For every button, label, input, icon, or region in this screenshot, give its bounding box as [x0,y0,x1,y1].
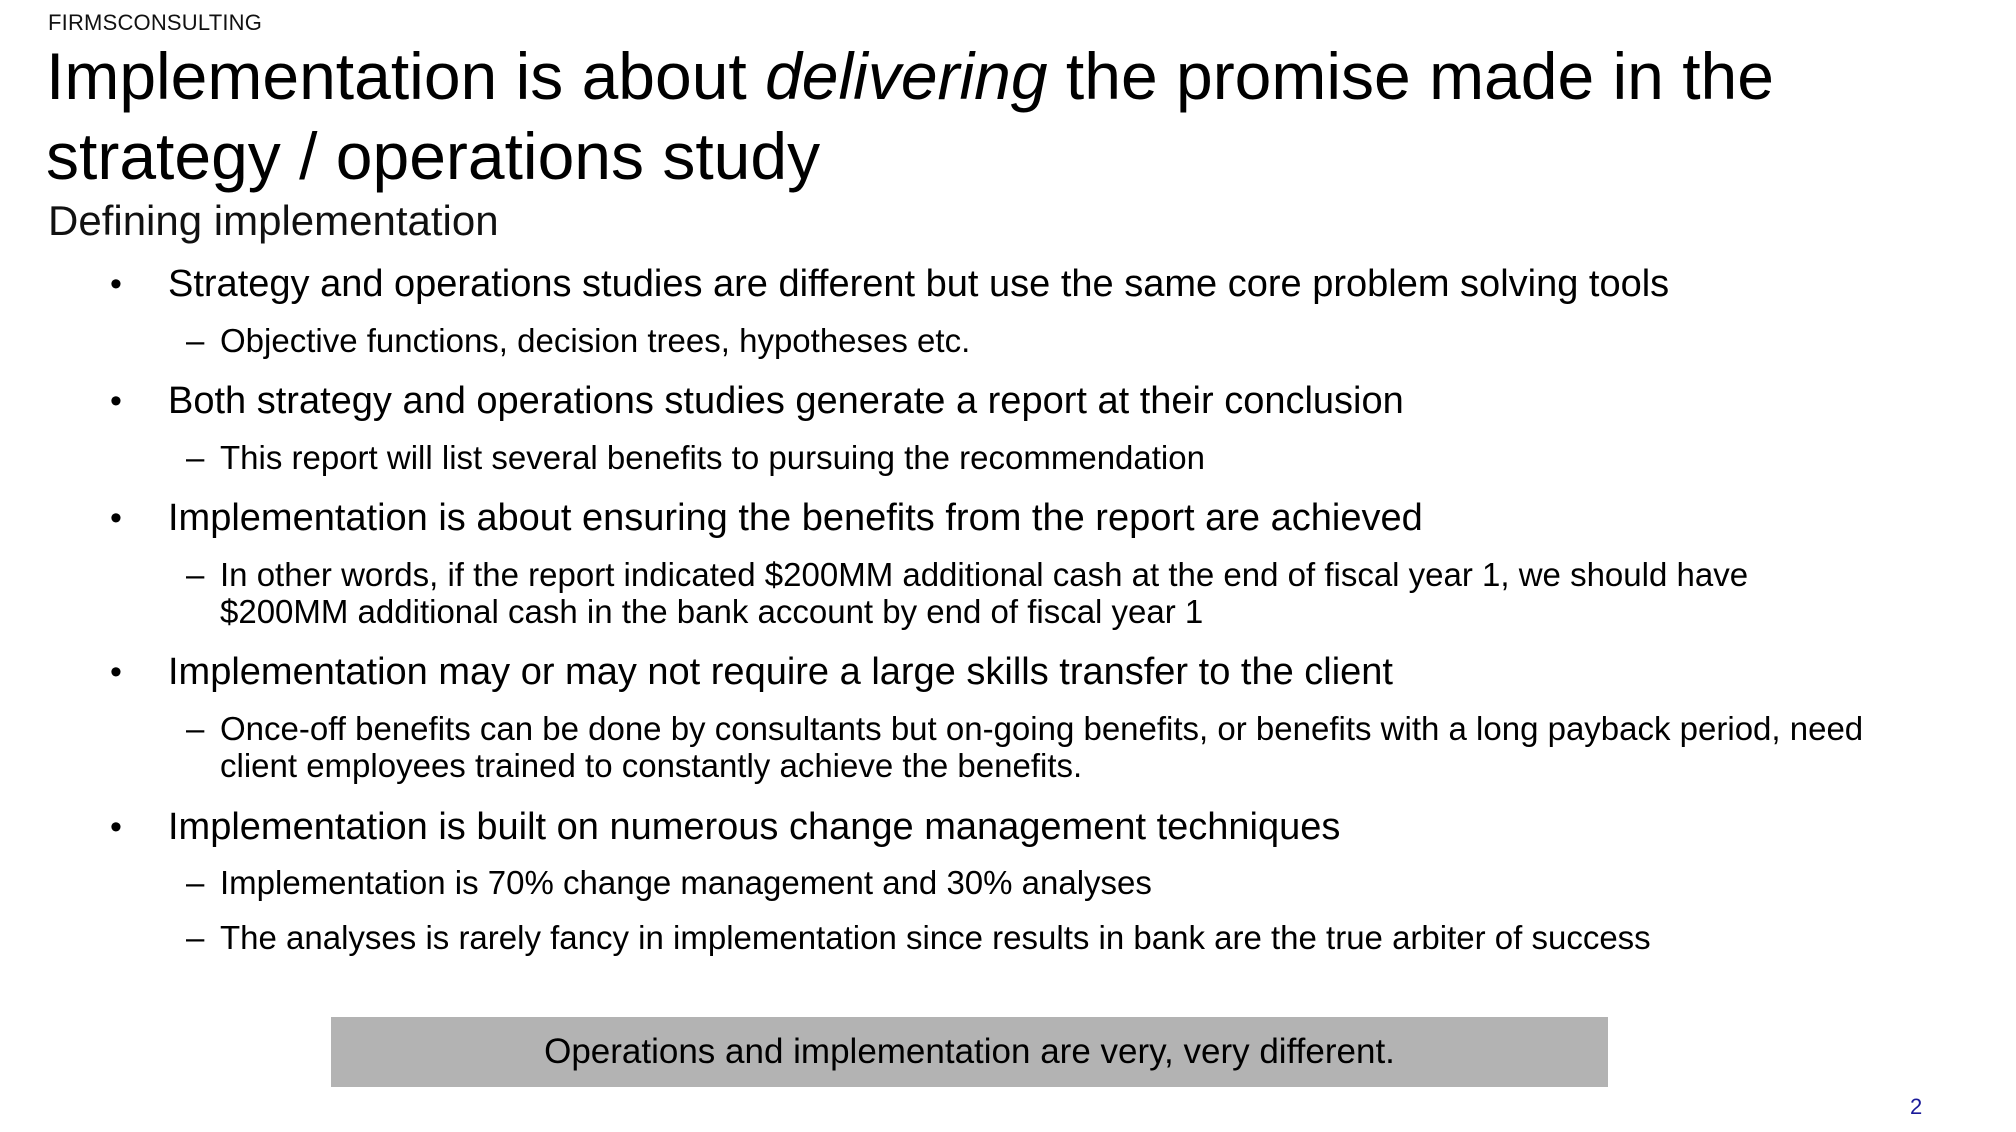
sub-bullet-text: In other words, if the report indicated $200MM additional cash at the end of fiscal year 1, we should have $200MM additional cash in the bank account by end of fiscal year 1 [220,556,1749,630]
page-number: 2 [1910,1094,1923,1119]
title-emphasis: delivering [765,39,1048,113]
bullet-text: Both strategy and operations studies generate a report at their conclusion [168,380,1404,422]
sub-bullet-text: The analyses is rarely fancy in implementation since results in bank are the true arbiter of success [220,919,1651,956]
title-part-1: Implementation is about [46,39,766,113]
callout-box [331,1017,1608,1087]
dash-icon: – [186,710,205,747]
sub-bullet-text: Once-off benefits can be done by consultants but on-going benefits, or benefits with a long payback period, need client employees trained to constantly achieve the benefits. [220,710,1864,784]
dash-icon: – [186,919,205,956]
bullet-text: Implementation is about ensuring the benefits from the report are achieved [168,497,1423,539]
bullet-icon: • [110,653,122,691]
slide-subtitle: Defining implementation [48,197,499,244]
bullet-icon: • [110,808,122,846]
callout-text: Operations and implementation are very, very different. [544,1032,1395,1071]
dash-icon: – [186,322,205,359]
bullet-text: Strategy and operations studies are different but use the same core problem solving tools [168,263,1670,305]
bullet-text: Implementation may or may not require a large skills transfer to the client [168,651,1393,693]
bullet-text: Implementation is built on numerous change management techniques [168,806,1341,848]
bullet-icon: • [110,499,122,537]
brand-label: FIRMSCONSULTING [48,10,263,35]
sub-bullet-text: Implementation is 70% change management and 30% analyses [220,864,1152,901]
bullet-icon: • [110,382,122,420]
sub-bullet-text: This report will list several benefits to pursuing the recommendation [220,439,1205,476]
dash-icon: – [186,864,205,901]
dash-icon: – [186,439,205,476]
sub-bullet-text: Objective functions, decision trees, hypotheses etc. [220,322,971,359]
slide-title [46,36,1946,196]
bullet-icon: • [110,265,122,303]
dash-icon: – [186,556,205,593]
title-part-2: the promise made in the strategy / operations study [46,39,1774,193]
